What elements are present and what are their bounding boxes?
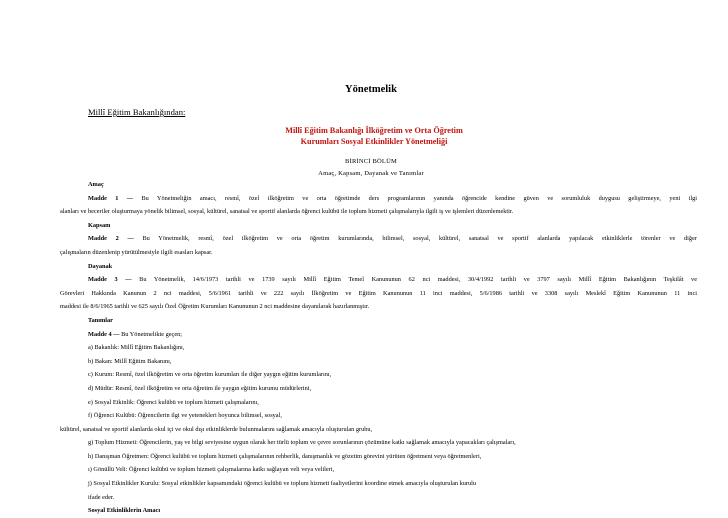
- document-body: [60, 178, 697, 518]
- section-heading: BİRİNCİ BÖLÜM: [345, 158, 397, 165]
- heading-amac: Amaç: [88, 181, 104, 188]
- article-2-label: Madde 2 —: [88, 235, 134, 243]
- section-subtitle: Amaç, Kapsam, Dayanak ve Tanımlar: [318, 170, 424, 177]
- regulation-title-line-2: Kurumları Sosyal Etkinlikler Yönetmeliği: [300, 137, 448, 146]
- article-4-text: Bu Yönetmelikte geçen;: [119, 330, 183, 338]
- regulation-title-line-1: Millî Eğitim Bakanlığı İlköğretim ve Orta Öğretim: [285, 126, 463, 135]
- definition-g: g) Toplum Hizmeti: Öğrencilerin, yaş ve bilgi seviyesine uygun olarak her türlü toplum ve çevre sorunlarının çözümüne katkı sağlamak amacıyla yapacakları çalışmaları,: [88, 439, 516, 447]
- article-1-label: Madde 1 —: [88, 194, 134, 202]
- definition-a: a) Bakanlık: Millî Eğitim Bakanlığını,: [88, 344, 185, 352]
- heading-dayanak: Dayanak: [88, 262, 113, 270]
- article-3-cont-2: maddesi ile 8/6/1965 tarihli ve 625 sayılı Özel Öğretim Kurumları Kanununun 2 nci maddesine dayanılarak hazırlanmıştır.: [60, 303, 370, 311]
- definition-c: c) Kurum: Resmî, özel ilköğretim ve orta öğretim kurumları ile diğer yaygın eğitim kurumlarını,: [88, 371, 332, 379]
- article-3-label: Madde 3 —: [88, 276, 132, 284]
- article-1-cont: alanları ve beceriler oluşturmaya yönelik bilimsel, sosyal, kültürel, sanatsal ve sportif alanlarda öğrenci kulübü ile toplum hizmeti çalışmalarıyla ilgili iş ve işlemleri düzenlemektir.: [60, 208, 514, 216]
- article-2-text: Bu Yönetmelik, resmî, özel ilköğretim ve orta öğretim kurumlarında, bilimsel, sosyal, kültürel, sanatsal ve sportif alanlarda yapılacak etkinliklerle törenler ve diğer: [133, 235, 697, 243]
- article-3-text: Bu Yönetmelik, 14/6/1973 tarihli ve 1739 sayılı Millî Eğitim Temel Kanununun 62 nci maddesi, 30/4/1992 tarihli ve 3797 sayılı Millî Eğitim Bakanlığının Teşkilât ve: [131, 276, 697, 284]
- article-4: [60, 328, 697, 342]
- issuing-ministry: Millî Eğitim Bakanlığından:: [88, 107, 186, 117]
- definition-f-cont: kültürel, sanatsal ve sportif alanlarda okul içi ve okul dışı etkinliklerde bulunmalarını sağlamak amacıyla oluşturulan grubu,: [60, 425, 373, 433]
- document-title: Yönetmelik: [345, 84, 397, 95]
- article-3: [60, 273, 697, 287]
- article-1-text: Bu Yönetmeliğin amacı, resmî, özel ilköğretim ve orta öğretimde ders programlarının yanında öğrencide kendine güven ve sorumluluk duygusu geliştirmeye, yeni ilgi: [133, 194, 697, 202]
- article-2-cont: çalışmaların düzenlenip yürütülmesiyle ilgili esasları kapsar.: [60, 248, 213, 256]
- heading-tanimlar: Tanımlar: [88, 316, 113, 324]
- article-1: [60, 192, 697, 206]
- definition-d: d) Müdür: Resmî, özel ilköğretim ve orta öğretim ile yaygın eğitim kurumu müdürlerini,: [88, 384, 312, 392]
- article-4-label: Madde 4 —: [88, 330, 120, 338]
- definition-b: b) Bakan: Millî Eğitim Bakanını,: [88, 357, 172, 365]
- article-2: [60, 232, 697, 246]
- article-3-cont-1: Görevleri Hakkında Kanunun 2 nci maddesi, 5/6/1961 tarihli ve 222 sayılı İlköğretim ve Eğitim Kanununun 11 inci maddesi, 5/6/1986 tarihli ve 3308 sayılı Meslekî Eğitim Kanununun 11 inci: [60, 289, 697, 297]
- definition-j: j) Sosyal Etkinlikler Kurulu: Sosyal etkinlikler kapsamındaki öğrenci kulübü ve toplum hizmeti faaliyetlerini koordine etmek amacıyla oluşturulan kurulu: [88, 480, 477, 488]
- definition-e: e) Sosyal Etkinlik: Öğrenci kulübü ve toplum hizmeti çalışmalarını,: [88, 398, 259, 406]
- definition-f: f) Öğrenci Kulübü: Öğrencilerin ilgi ve yetenekleri boyunca bilimsel, sosyal,: [88, 412, 282, 420]
- heading-social-activities-purpose: Sosyal Etkinliklerin Amacı: [88, 507, 161, 515]
- definition-j-cont: ifade eder.: [88, 493, 115, 501]
- heading-kapsam: Kapsam: [88, 221, 111, 229]
- definition-h: h) Danışman Öğretmen: Öğrenci kulübü ve toplum hizmeti çalışmalarının rehberlik, danışmanlık ve gözetim görevini yürüten öğretmeni veya öğretmenleri,: [88, 452, 482, 460]
- definition-i: ı) Gönüllü Veli: Öğrenci kulübü ve toplum hizmeti çalışmalarına katkı sağlayan veli veya velileri,: [88, 466, 335, 474]
